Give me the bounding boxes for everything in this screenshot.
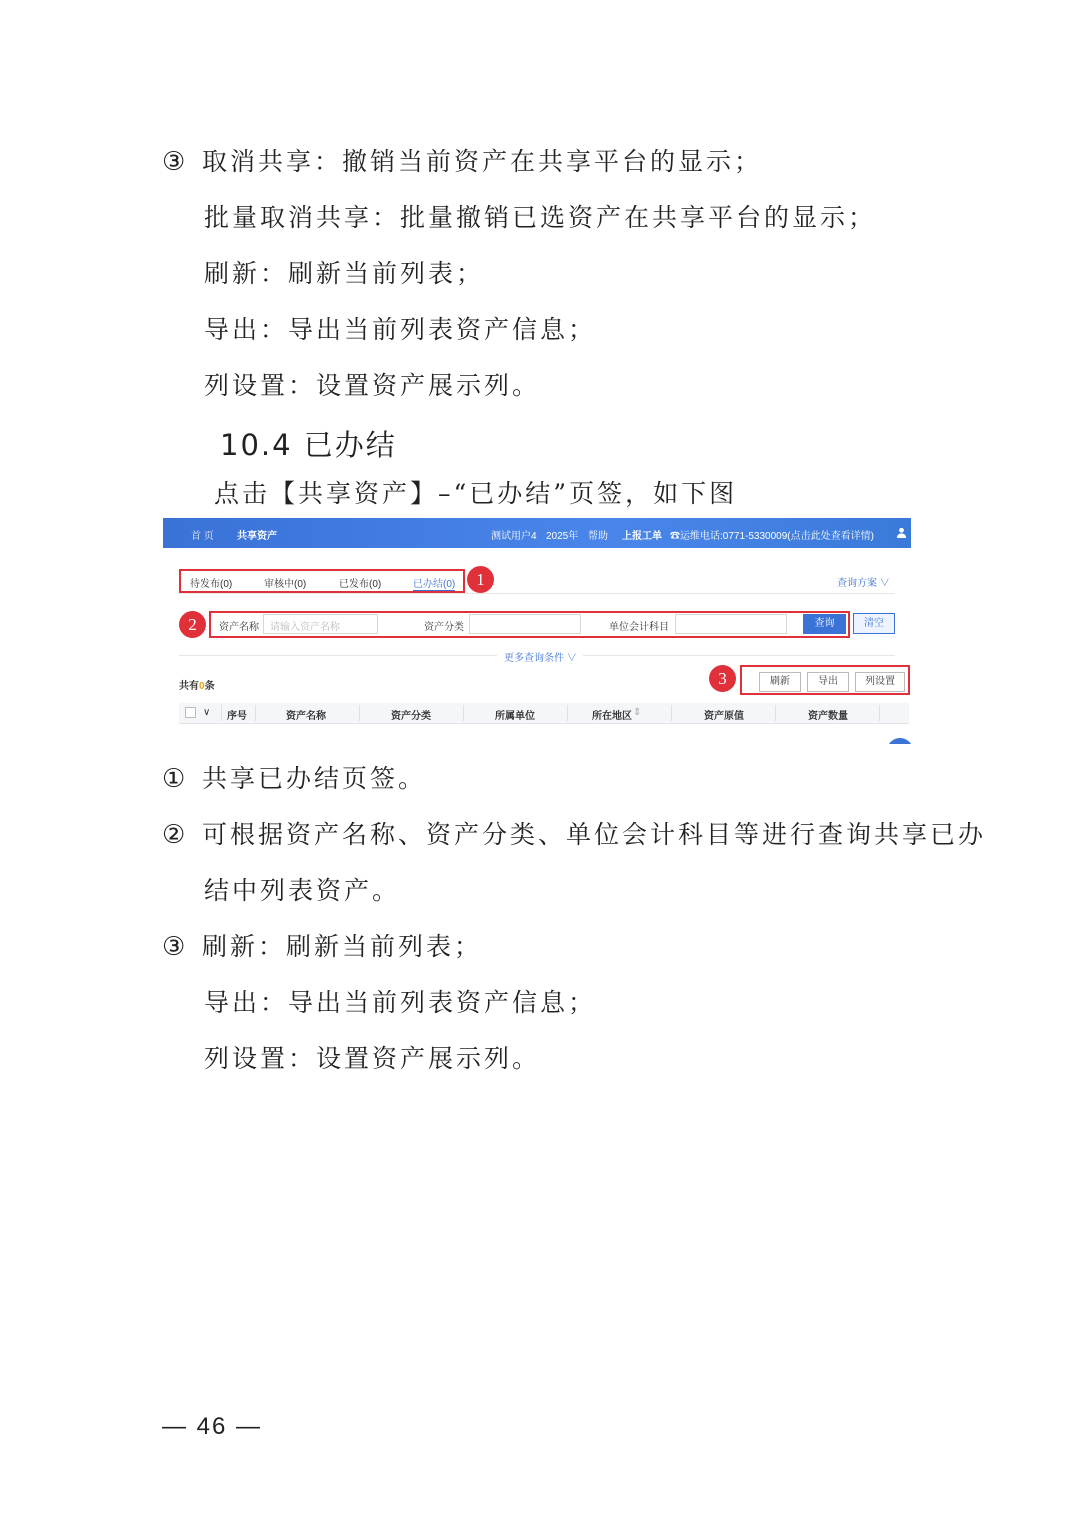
select-all-checkbox[interactable] <box>185 707 196 718</box>
section-intro: 点击【共享资产】–“已办结”页签，如下图 <box>214 479 738 508</box>
column-divider <box>359 705 360 721</box>
item-number: ② <box>162 820 186 850</box>
column-header-original-value[interactable]: 资产原值 <box>704 711 744 722</box>
nav-share-assets-link[interactable]: 共享资产 <box>237 531 277 542</box>
clear-button[interactable]: 清空 <box>853 613 895 634</box>
item-number: ① <box>162 764 186 794</box>
paragraph-text: 可根据资产名称、资产分类、单位会计科目等进行查询共享已办 <box>202 820 987 849</box>
column-header-region[interactable]: 所在地区 <box>592 711 632 722</box>
asset-name-placeholder: 请输入资产名称 <box>270 622 340 633</box>
query-plan-dropdown[interactable]: 查询方案 ∨ <box>837 578 890 589</box>
paragraph-column-settings: 列设置：设置资产展示列。 <box>204 371 541 400</box>
column-header-asset-category[interactable]: 资产分类 <box>391 711 431 722</box>
asset-category-select[interactable] <box>469 614 581 634</box>
column-header-owner-unit[interactable]: 所属单位 <box>495 711 535 722</box>
paragraph-refresh-bottom <box>162 927 482 963</box>
section-heading: 10.4 已办结 <box>220 428 397 462</box>
column-header-index: 序号 <box>227 711 247 722</box>
refresh-button[interactable]: 刷新 <box>759 672 801 692</box>
column-divider <box>221 705 222 721</box>
paragraph-query-continued: 结中列表资产。 <box>204 876 401 905</box>
tab-under-review[interactable]: 审核中(0) <box>264 579 307 590</box>
column-divider <box>671 705 672 721</box>
paragraph-export: 导出：导出当前列表资产信息； <box>204 315 597 344</box>
asset-name-label: 资产名称 <box>219 622 259 633</box>
paragraph-text: 刷新：刷新当前列表； <box>202 932 483 961</box>
paragraph-text: 共享已办结页签。 <box>202 764 427 793</box>
query-button[interactable]: 查询 <box>803 614 846 634</box>
column-divider <box>775 705 776 721</box>
total-count <box>179 677 215 692</box>
paragraph-completed-tab <box>162 759 426 795</box>
paragraph-batch-cancel: 批量取消共享：批量撤销已选资产在共享平台的显示； <box>204 203 877 232</box>
column-divider <box>879 705 880 721</box>
page-number: — 46 — <box>162 1413 263 1440</box>
paragraph-query <box>162 815 986 851</box>
callout-badge-3: 3 <box>709 665 736 692</box>
tab-pending-publish[interactable]: 待发布(0) <box>190 579 233 590</box>
embedded-screenshot <box>163 518 911 744</box>
accounting-subject-select[interactable] <box>675 614 787 634</box>
sort-icon[interactable]: ⇕ <box>633 707 642 718</box>
asset-category-label: 资产分类 <box>424 622 464 633</box>
header-report-ticket-link[interactable]: 上报工单 <box>622 531 662 542</box>
callout-badge-2: 2 <box>179 611 206 638</box>
column-divider <box>255 705 256 721</box>
column-header-quantity[interactable]: 资产数量 <box>808 711 848 722</box>
more-conditions-rule-left <box>179 655 497 656</box>
total-prefix: 共有 <box>179 681 199 692</box>
paragraph-cancel-share <box>162 142 762 178</box>
paragraph-text: 取消共享：撤销当前资产在共享平台的显示； <box>202 147 763 176</box>
header-help-link[interactable]: 帮助 <box>588 531 608 542</box>
tab-completed[interactable]: 已办结(0) <box>413 575 455 591</box>
column-divider <box>463 705 464 721</box>
top-bar <box>163 518 911 548</box>
tabs-divider <box>179 593 895 594</box>
total-suffix: 条 <box>204 681 215 692</box>
item-number: ③ <box>162 147 186 177</box>
tab-published[interactable]: 已发布(0) <box>339 579 382 590</box>
export-button[interactable]: 导出 <box>807 672 849 692</box>
total-count-value: 0 <box>199 681 205 692</box>
user-icon[interactable] <box>896 527 907 541</box>
column-divider <box>567 705 568 721</box>
chevron-down-icon[interactable]: ∨ <box>203 707 211 718</box>
header-username[interactable]: 测试用户4 <box>491 531 537 542</box>
floating-action-button[interactable] <box>887 738 911 744</box>
header-support-phone[interactable]: ☎运维电话:0771-5330009(点击此处查看详情) <box>670 531 874 542</box>
column-header-asset-name[interactable]: 资产名称 <box>286 711 326 722</box>
callout-badge-1: 1 <box>467 566 494 593</box>
paragraph-column-settings-bottom: 列设置：设置资产展示列。 <box>204 1044 541 1073</box>
paragraph-export-bottom: 导出：导出当前列表资产信息； <box>204 988 597 1017</box>
nav-home-link[interactable]: 首 页 <box>191 531 214 542</box>
column-settings-button[interactable]: 列设置 <box>855 672 905 692</box>
more-conditions-toggle[interactable]: 更多查询条件 ∨ <box>504 653 577 664</box>
item-number: ③ <box>162 932 186 962</box>
paragraph-refresh: 刷新：刷新当前列表； <box>204 259 485 288</box>
accounting-subject-label: 单位会计科目 <box>609 622 669 633</box>
header-year[interactable]: 2025年 <box>546 531 579 542</box>
more-conditions-rule-right <box>583 655 895 656</box>
